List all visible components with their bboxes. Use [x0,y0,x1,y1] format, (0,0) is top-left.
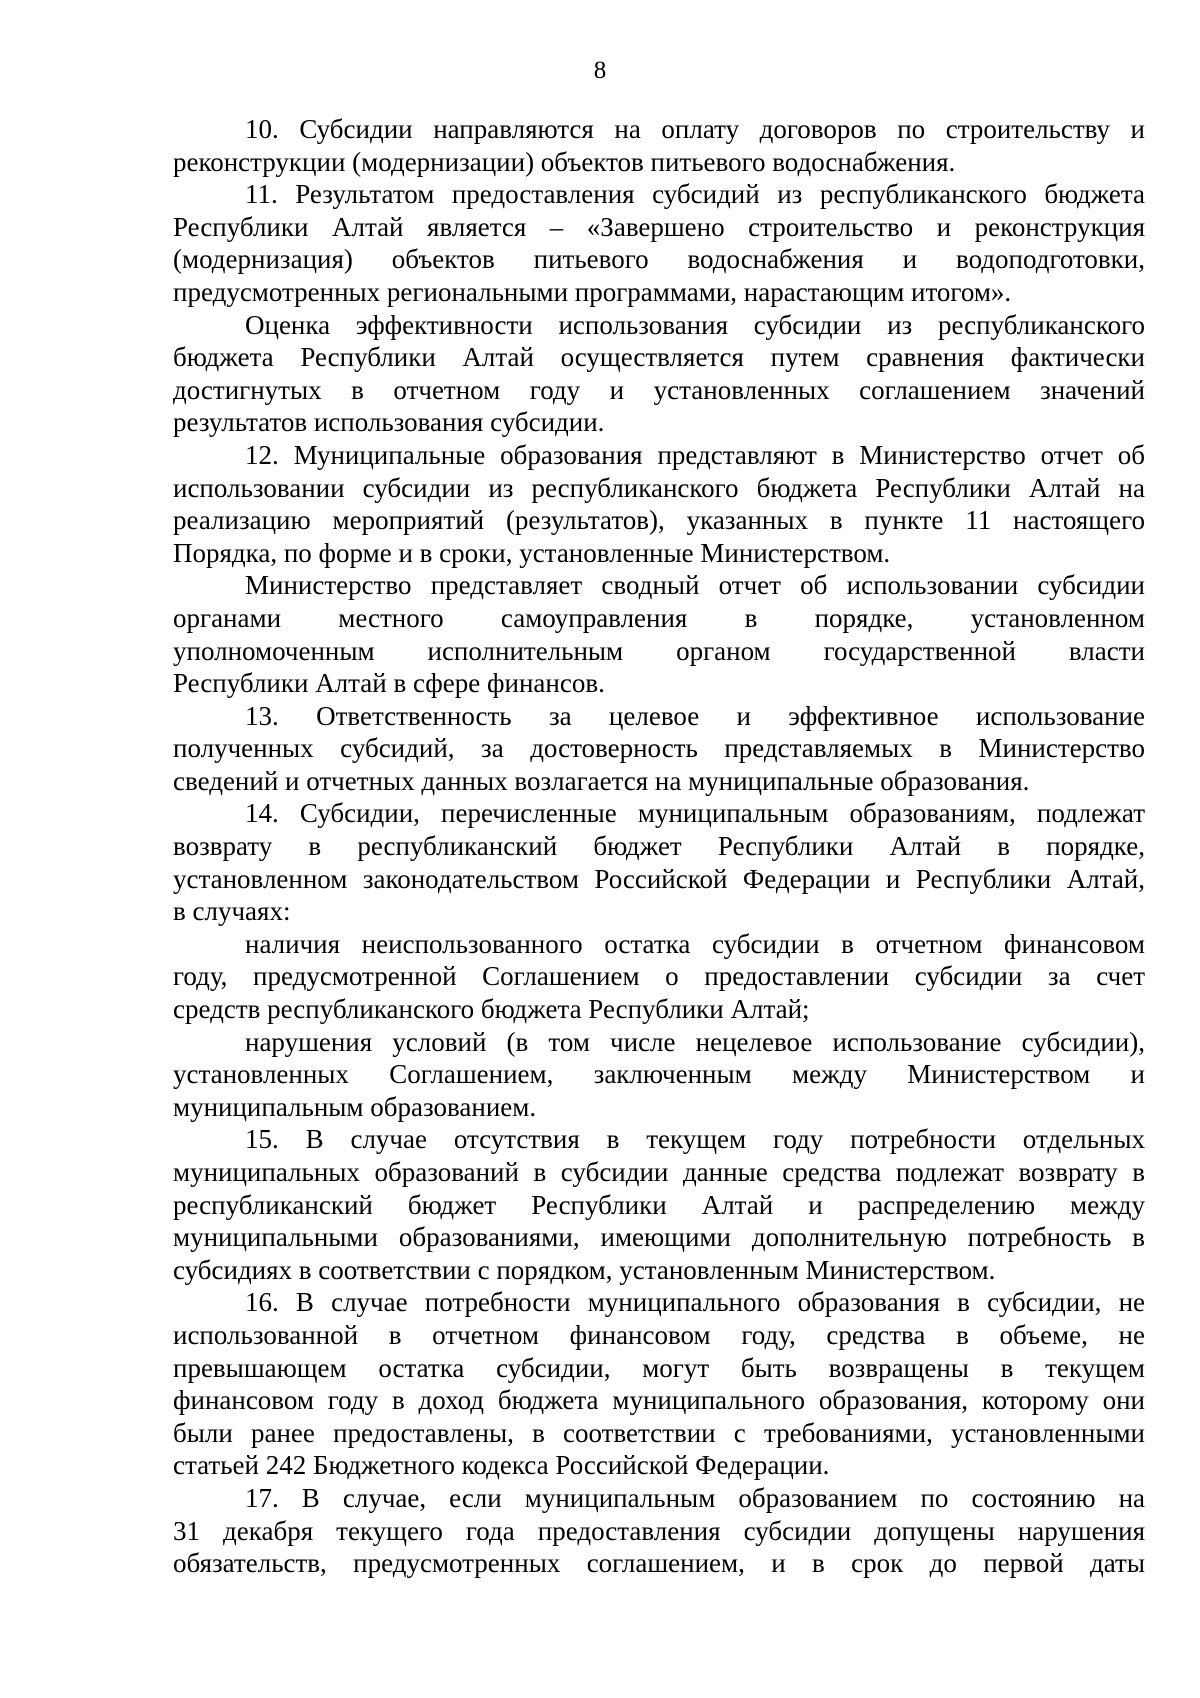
page-number: 8 [593,57,607,84]
text-line: Республики Алтай в сфере финансов. [173,668,605,699]
text-line: в случаях: [173,896,291,927]
text-line: предусмотренных региональными программами, нарастающим итогом». [173,276,1012,307]
text-line: возврату в республиканский бюджет Республики Алтай в порядке, [173,831,1145,862]
text-line: установленных Соглашением, заключенным между Министерством и [173,1059,1145,1090]
text-line: нарушения условий (в том числе нецелевое использование субсидии), [245,1026,1145,1057]
text-line: 31 декабря текущего года предоставления субсидии допущены нарушения [173,1515,1145,1546]
text-line: средств республиканского бюджета Республики Алтай; [173,994,810,1025]
text-line: 11. Результатом предоставления субсидий из республиканского бюджета [245,179,1145,210]
text-line: обязательств, предусмотренных соглашением, и в срок до первой даты [173,1548,1145,1579]
text-line: реализацию мероприятий (результатов), указанных в пункте 11 настоящего [173,505,1145,536]
text-line: статьей 242 Бюджетного кодекса Российской Федерации. [173,1450,830,1481]
document-body [173,113,1145,1580]
text-line: (модернизация) объектов питьевого водоснабжения и водоподготовки, [173,244,1145,275]
text-line: уполномоченным исполнительным органом государственной власти [173,635,1145,666]
text-line: 12. Муниципальные образования представляют в Министерство отчет об [245,439,1145,470]
text-line: бюджета Республики Алтай осуществляется путем сравнения фактически [173,342,1145,373]
text-line: использованной в отчетном финансовом году, средства в объеме, не [173,1319,1145,1350]
text-line: 17. В случае, если муниципальным образованием по состоянию на [245,1482,1145,1513]
text-line: использовании субсидии из республиканского бюджета Республики Алтай на [173,472,1145,503]
text-line: органами местного самоуправления в порядке, установленном [173,602,1145,633]
text-line: Министерство представляет сводный отчет об использовании субсидии [245,570,1145,601]
text-line: достигнутых в отчетном году и установленных соглашением значений [173,374,1145,405]
text-line: результатов использования субсидии. [173,407,605,438]
text-line: Республики Алтай является – «Завершено строительство и реконструкция [173,211,1145,242]
text-line: муниципальными образованиями, имеющими дополнительную потребность в [173,1222,1145,1253]
text-line: 14. Субсидии, перечисленные муниципальным образованиям, подлежат [245,798,1145,829]
text-line: республиканский бюджет Республики Алтай и распределению между [173,1189,1145,1220]
text-line: реконструкции (модернизации) объектов питьевого водоснабжения. [173,146,956,177]
text-line: 13. Ответственность за целевое и эффективное использование [245,700,1145,731]
text-line: превышающем остатка субсидии, могут быть возвращены в текущем [173,1352,1145,1383]
text-line: Оценка эффективности использования субсидии из республиканского [245,309,1145,340]
text-line: субсидиях в соответствии с порядком, установленным Министерством. [173,1254,996,1285]
text-line: наличия неиспользованного остатка субсидии в отчетном финансовом [245,928,1145,959]
text-line: сведений и отчетных данных возлагается на муниципальные образования. [173,765,1030,796]
text-line: 10. Субсидии направляются на оплату договоров по строительству и [245,114,1145,144]
text-line: 15. В случае отсутствия в текущем году потребности отдельных [245,1124,1145,1155]
text-line: были ранее предоставлены, в соответствии с требованиями, установленными [173,1417,1145,1448]
text-line: муниципальных образований в субсидии данные средства подлежат возврату в [173,1157,1145,1187]
text-line: муниципальным образованием. [173,1091,537,1122]
text-line: Порядка, по форме и в сроки, установленные Министерством. [173,537,891,568]
text-line: финансовом году в доход бюджета муниципального образования, которому они [173,1385,1145,1416]
text-line: 16. В случае потребности муниципального образования в субсидии, не [245,1287,1145,1318]
text-line: году, предусмотренной Соглашением о предоставлении субсидии за счет [173,961,1145,992]
text-line: полученных субсидий, за достоверность представляемых в Министерство [173,733,1145,764]
text-line: установленном законодательством Российской Федерации и Республики Алтай, [173,863,1145,894]
